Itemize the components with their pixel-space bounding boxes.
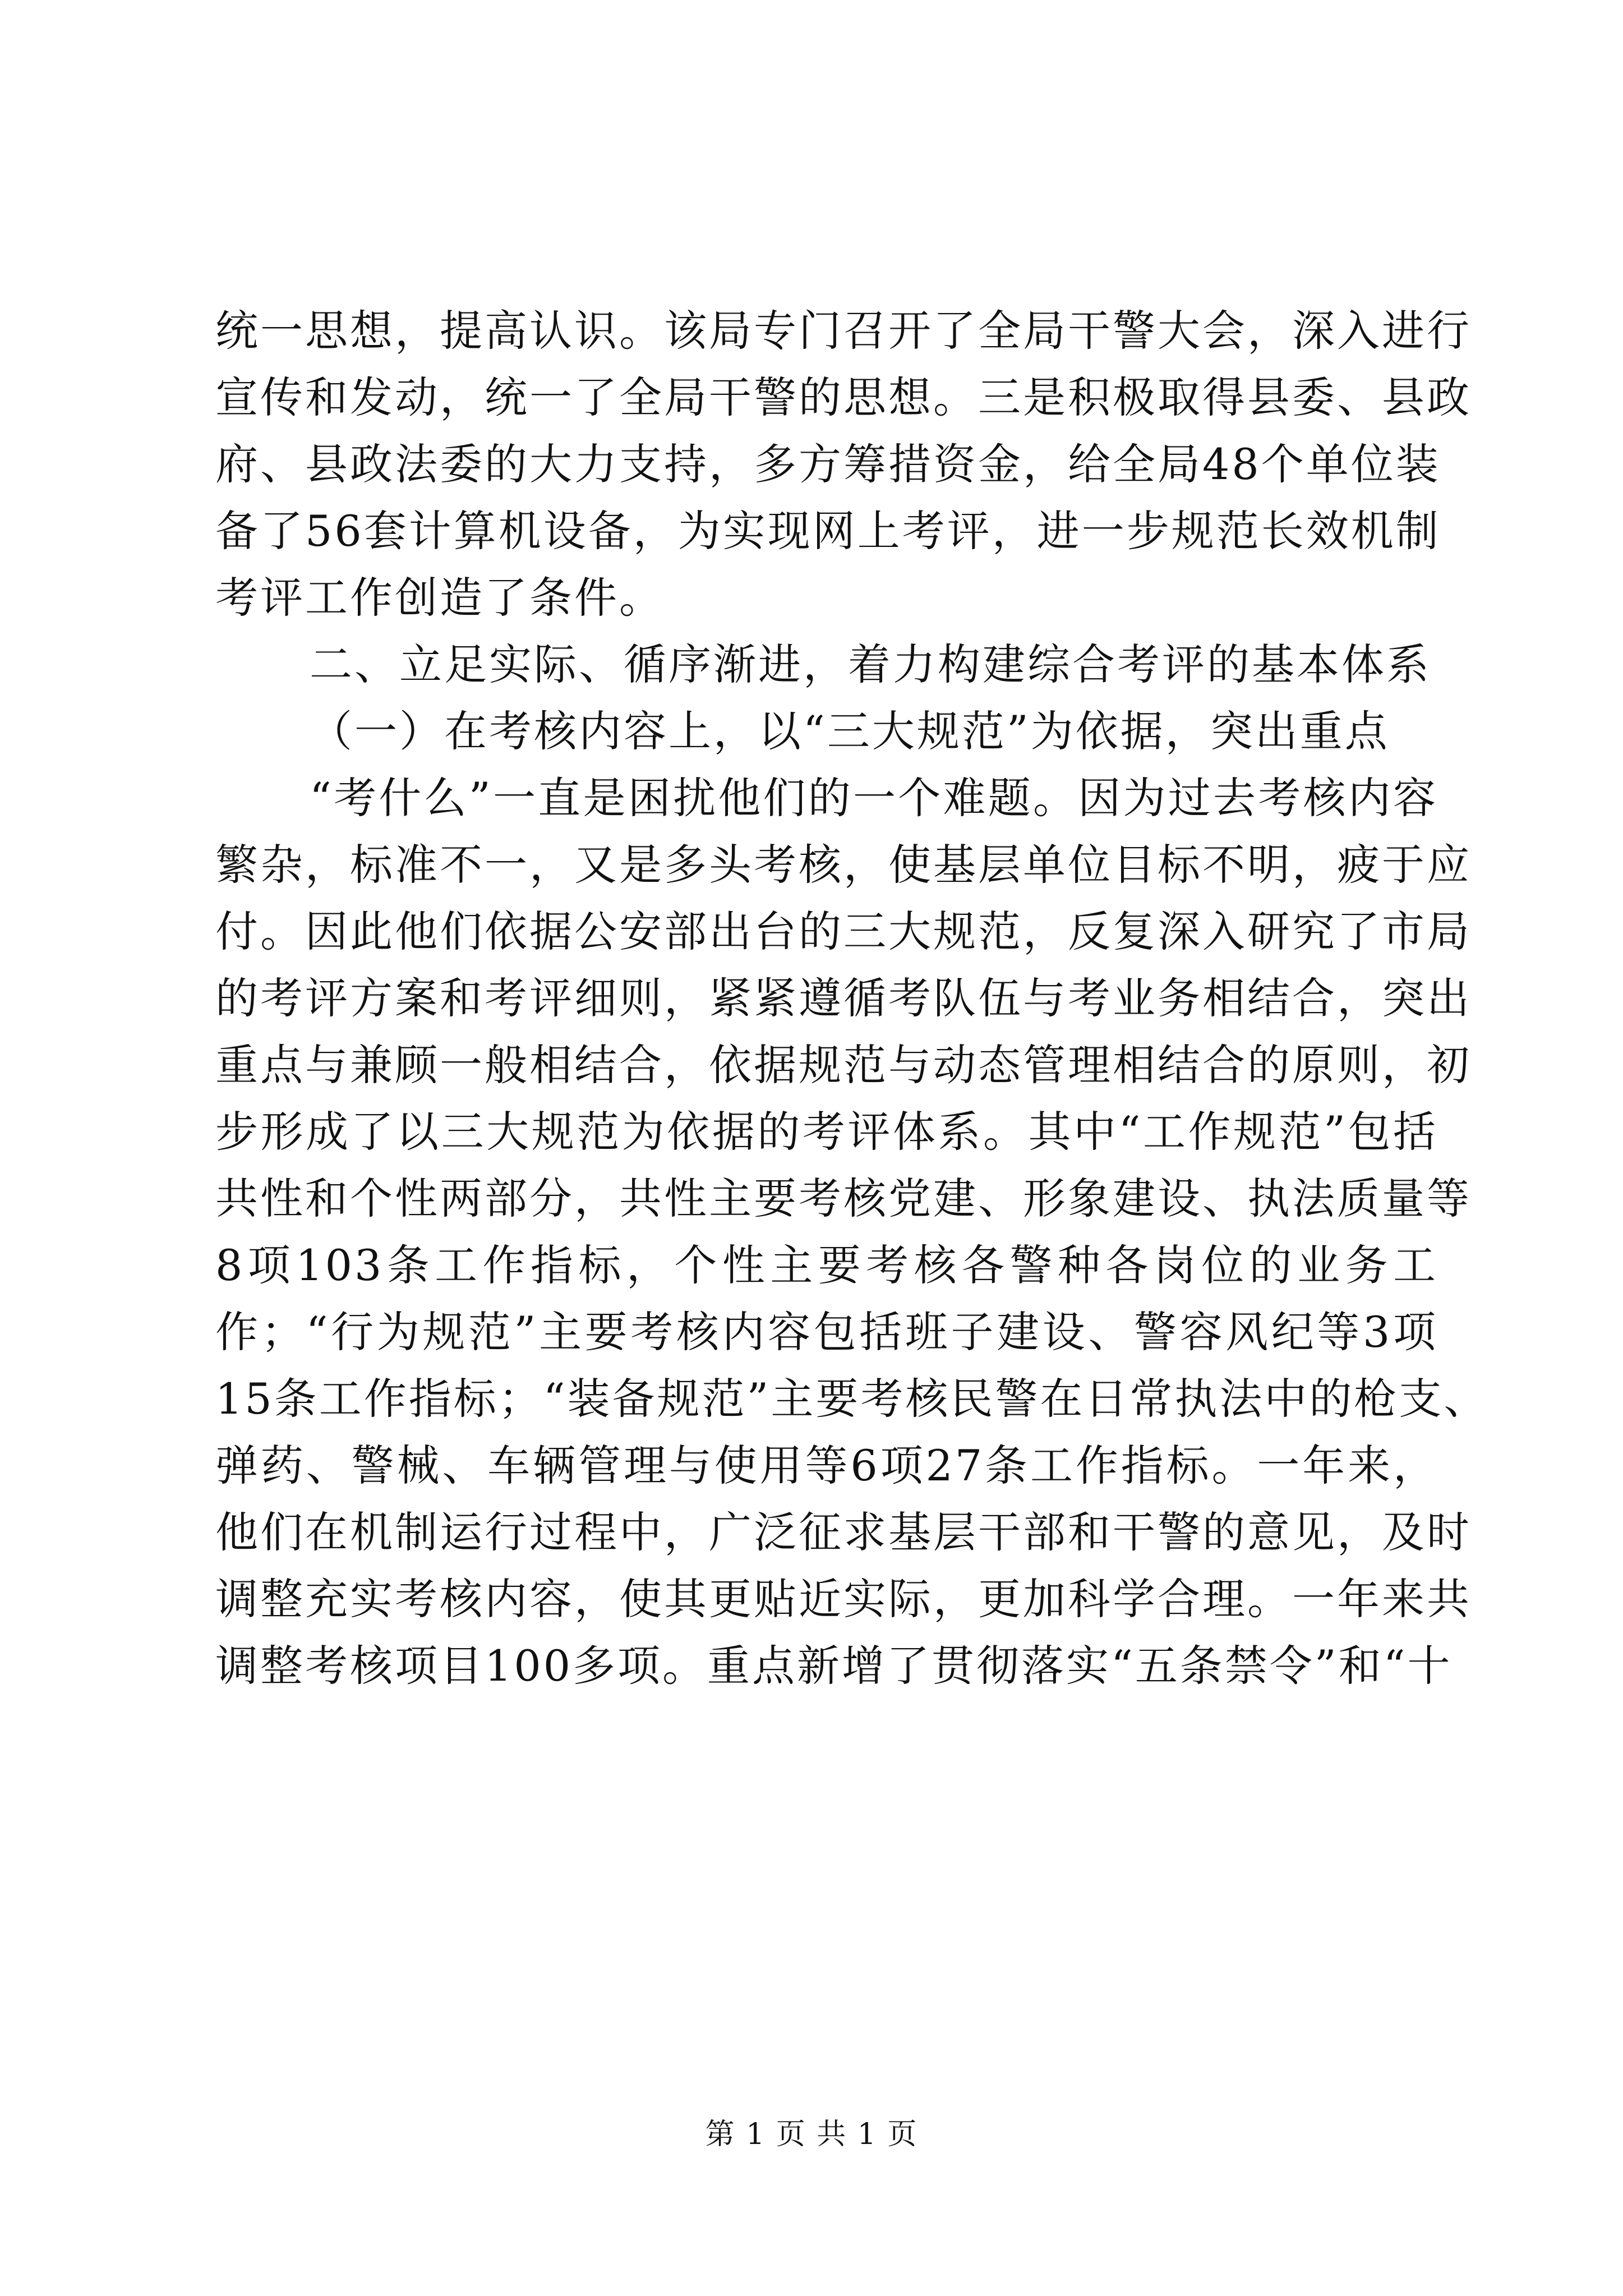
text-line-12: 重点与兼顾一般相结合，依据规范与动态管理相结合的原则，初 (215, 1040, 1472, 1090)
section-heading: 二、立足实际、循序渐进，着力构建综合考评的基本体系 (310, 639, 1431, 689)
text-line-5: 考评工作创造了条件。 (215, 573, 664, 623)
text-line-8: “考什么”一直是困扰他们的一个难题。因为过去考核内容 (310, 773, 1438, 823)
text-line-11: 的考评方案和考评细则，紧紧遵循考队伍与考业务相结合，突出 (215, 973, 1472, 1023)
text-line-20: 调整充实考核内容，使其更贴近实际，更加科学合理。一年来共 (215, 1574, 1472, 1624)
subsection-heading: （一）在考核内容上，以“三大规范”为依据，突出重点 (310, 706, 1390, 756)
text-line-13: 步形成了以三大规范为依据的考评体系。其中“工作规范”包括 (215, 1107, 1438, 1157)
text-line-16: 作；“行为规范”主要考核内容包括班子建设、警容风纪等3项 (215, 1307, 1438, 1357)
text-line-21: 调整考核项目100多项。重点新增了贯彻落实“五条禁令”和“十 (215, 1641, 1453, 1691)
document-body (215, 297, 1489, 1699)
text-line-15: 8项103条工作指标，个性主要考核各警种各岗位的业务工 (215, 1240, 1438, 1290)
text-line-1: 统一思想，提高认识。该局专门召开了全局干警大会，深入进行 (215, 306, 1472, 356)
text-line-4: 备了56套计算机设备，为实现网上考评，进一步规范长效机制 (215, 506, 1441, 556)
text-line-17: 15条工作指标；“装备规范”主要考核民警在日常执法中的枪支、 (215, 1374, 1489, 1424)
text-line-2: 宣传和发动，统一了全局干警的思想。三是积极取得县委、县政 (215, 372, 1472, 422)
text-line-19: 他们在机制运行过程中，广泛征求基层干部和干警的意见，及时 (215, 1507, 1472, 1557)
text-line-10: 付。因此他们依据公安部出台的三大规范，反复深入研究了市局 (215, 907, 1472, 956)
text-line-3: 府、县政法委的大力支持，多方筹措资金，给全局48个单位装 (215, 439, 1441, 489)
text-line-9: 繁杂，标准不一，又是多头考核，使基层单位目标不明，疲于应 (215, 840, 1472, 890)
text-line-14: 共性和个性两部分，共性主要考核党建、形象建设、执法质量等 (215, 1174, 1472, 1223)
text-line-18: 弹药、警械、车辆管理与使用等6项27条工作指标。一年来， (215, 1441, 1438, 1490)
page-footer: 第 1 页 共 1 页 (705, 2118, 918, 2151)
